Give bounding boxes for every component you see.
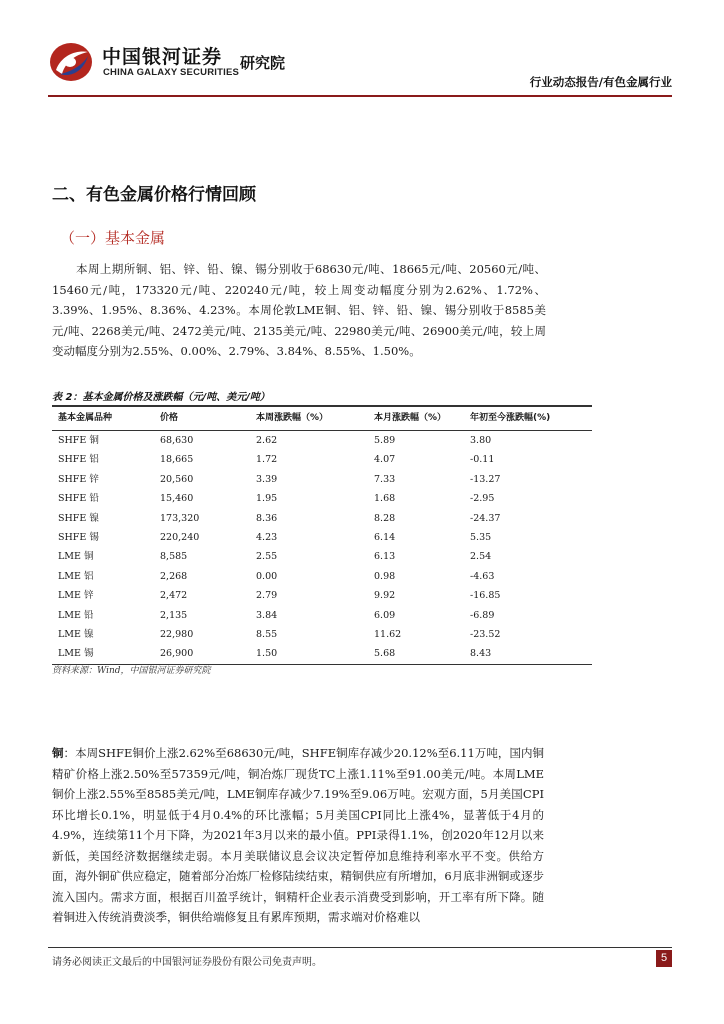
table-cell: 2.62: [256, 435, 278, 446]
table-cell: 6.14: [374, 531, 396, 543]
table-cell: 2,268: [160, 570, 188, 582]
table-cell: 6.09: [374, 609, 396, 621]
table-cell: SHFE 铜: [58, 435, 99, 446]
table-cell: 15,460: [160, 493, 194, 505]
metal-price-table: [52, 405, 592, 665]
table-cell: 20,560: [160, 473, 194, 485]
table-cell: 220,240: [160, 531, 200, 543]
table-cell: LME 镍: [58, 628, 94, 640]
table-cell: 2.55: [256, 551, 278, 563]
header-cell: 价格: [160, 413, 179, 423]
table-cell: 8,585: [160, 551, 188, 563]
table-cell: 4.07: [374, 454, 396, 466]
header-cell: 基本金属品种: [58, 413, 113, 423]
company-logo: [48, 38, 298, 86]
table-cell: -24.37: [470, 512, 501, 524]
table-row: [52, 528, 592, 547]
table-caption: 表 2：基本金属价格及涨跌幅（元/吨、美元/吨）: [52, 392, 270, 403]
institute-label: 研究院: [240, 54, 286, 72]
table-cell: 8.43: [470, 648, 492, 660]
table-cell: -6.89: [470, 609, 495, 621]
table-cell: 5.35: [470, 531, 492, 543]
table-cell: SHFE 铝: [58, 454, 99, 466]
table-cell: -23.52: [470, 628, 501, 640]
table-row: [52, 431, 592, 450]
galaxy-logo-icon: [48, 40, 94, 84]
table-cell: 9.92: [374, 590, 396, 602]
table-cell: 173,320: [160, 512, 200, 524]
intro-paragraph: 本周上期所铜、铝、锌、铅、镍、锡分别收于68630元/吨、18665元/吨、20560元/吨、15460元/吨，173320元/吨、220240元/吨，较上周变动幅度分别为2.62%、1.72%、3.39%、1.95%、8.36%、4.23%。本周伦敦LME铜、铝、锌、铅、镍、锡分别收于8585美元/吨、2268美元/吨、2472美元/吨、2135美元/吨、22980美元/吨、26900美元/吨，较上周变动幅度分别为2.55%、0.00%、2.79%、3.84%、8.55%、1.50%。: [52, 262, 546, 358]
report-category: 行业动态报告/有色金属行业: [529, 75, 672, 89]
table-cell: SHFE 镍: [58, 512, 99, 524]
table-cell: 18,665: [160, 454, 194, 466]
table-cell: 2.54: [470, 551, 492, 563]
table-cell: LME 锡: [58, 648, 94, 660]
page-number: 5: [656, 950, 672, 967]
table-cell: 22,980: [160, 628, 194, 640]
table-row: [52, 606, 592, 625]
table-row: [52, 470, 592, 489]
table-row: [52, 586, 592, 605]
subsection-title: （一）基本金属: [60, 229, 166, 247]
table-cell: 5.68: [374, 648, 396, 660]
table-cell: 2,472: [160, 590, 188, 602]
table-row: [52, 509, 592, 528]
table-header-row: [52, 407, 592, 431]
table-cell: LME 铝: [58, 570, 94, 582]
table-cell: 2.79: [256, 590, 278, 602]
table-cell: 8.28: [374, 512, 396, 524]
table-cell: SHFE 铅: [58, 493, 99, 505]
copper-text: ：本周SHFE铜价上涨2.62%至68630元/吨，SHFE铜库存减少20.12%至6.11万吨，国内铜精矿价格上涨2.50%至57359元/吨，铜冶炼厂现货TC上涨1.11%至91.00美元/吨。本周LME铜价上涨2.55%至8585美元/吨，LME铜库存减少7.19%至9.06万吨。宏观方面，5月美国CPI环比增长0.1%，明显低于4月0.4%的环比涨幅；5月美国CPI同比上涨4%，显著低于4月的4.9%，连续第11个月下降，为2021年3月以来的最小值。PPI录得1.1%，创2020年12月以来新低，美国经济数据继续走弱。本月美联储议息会议决定暂停加息维持利率水平不变。供给方面，海外铜矿供应稳定，随着部分冶炼厂检修陆续结束，精铜供应有所增加，6月底非洲铜或逐步流入国内。需求方面，根据百川盈孚统计，铜精杆企业表示消费受到影响，开工率有所下降。随着铜进入传统消费淡季，铜供给端修复且有累库预期，需求端对价格难以: [52, 746, 545, 924]
header-divider: [48, 95, 672, 97]
table-cell: -13.27: [470, 473, 501, 485]
table-cell: 8.55: [256, 628, 278, 640]
table-cell: -2.95: [470, 493, 495, 505]
table-cell: 26,900: [160, 648, 194, 660]
table-cell: LME 锌: [58, 590, 94, 602]
table-row: [52, 450, 592, 469]
table-row: [52, 567, 592, 586]
table-row: [52, 644, 592, 663]
header-cell: 本月涨跌幅（%）: [374, 413, 447, 423]
table-cell: -16.85: [470, 590, 501, 602]
table-row: [52, 547, 592, 566]
logo-english-name: CHINA GALAXY SECURITIES: [103, 67, 240, 78]
table-body: [52, 431, 592, 664]
table-cell: 5.89: [374, 435, 396, 446]
header-cell: 本周涨跌幅（%）: [256, 413, 329, 423]
logo-chinese-name: 中国银河证券: [102, 46, 223, 68]
table-cell: 7.33: [374, 473, 396, 485]
table-cell: 4.23: [256, 531, 278, 543]
table-cell: SHFE 锡: [58, 531, 99, 543]
table-cell: 3.80: [470, 435, 492, 446]
table-cell: 1.68: [374, 493, 396, 505]
table-cell: 68,630: [160, 435, 194, 446]
table-row: [52, 625, 592, 644]
table-row: [52, 489, 592, 508]
table-cell: LME 铜: [58, 551, 94, 563]
footer-divider: [48, 947, 672, 948]
table-cell: 1.95: [256, 493, 278, 505]
table-source: 资料来源：Wind，中国银河证券研究院: [52, 666, 211, 676]
table-cell: 8.36: [256, 512, 278, 524]
table-cell: SHFE 锌: [58, 473, 99, 485]
copper-lead: 铜: [52, 746, 64, 760]
table-cell: 0.00: [256, 570, 278, 582]
table-cell: 3.84: [256, 609, 278, 621]
header-cell: 年初至今涨跌幅(%): [470, 413, 551, 423]
footer-disclaimer: 请务必阅读正文最后的中国银河证券股份有限公司免责声明。: [52, 957, 322, 968]
table-cell: 1.72: [256, 454, 278, 466]
table-cell: 0.98: [374, 570, 396, 582]
table-cell: -4.63: [470, 570, 495, 582]
section-title: 二、有色金属价格行情回顾: [52, 185, 256, 205]
table-cell: 1.50: [256, 648, 278, 660]
copper-paragraph: [52, 743, 544, 928]
table-cell: -0.11: [470, 454, 495, 466]
table-cell: 3.39: [256, 473, 278, 485]
table-cell: LME 铅: [58, 609, 94, 621]
table-cell: 6.13: [374, 551, 396, 563]
table-cell: 2,135: [160, 609, 188, 621]
table-cell: 11.62: [374, 628, 402, 640]
